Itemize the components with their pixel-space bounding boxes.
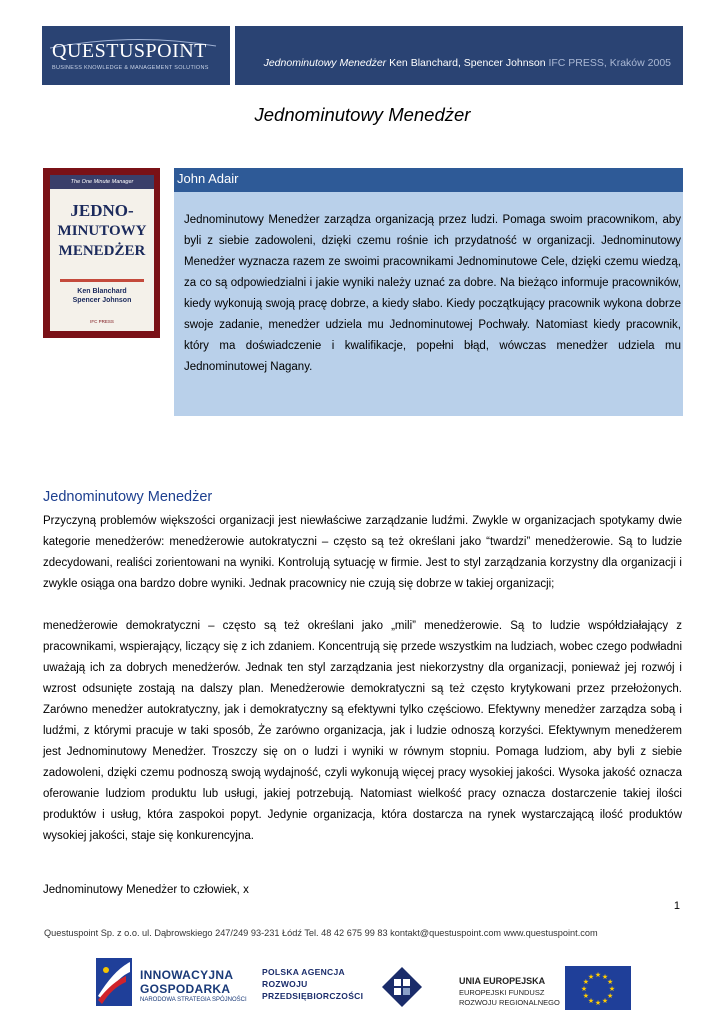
footer-contact: Questuspoint Sp. z o.o. ul. Dąbrowskiego 247/249 93-231 Łódź Tel. 48 42 675 99 83 kontakt@questuspoint.com www.questuspoint.com — [44, 928, 598, 938]
parp-logo — [262, 965, 427, 1009]
info-box-heading: John Adair — [177, 171, 239, 186]
cover-authors — [50, 287, 154, 305]
paragraph-2: menedżerowie demokratyczni – często są też określani jako „mili” menedżerowie. Są to ludzie współdziałający z pracownikami, wspierający, liczący się z ich zdaniem. Koncentrują się przede wszystkim na ludziach, wobec czego podwładni uważają ich za dobrych menedżerów. Jednak ten styl zarządzania jest niekorzystny dla organizacji, ponieważ jej rozwój i wzrost odsunięte zostają na dalszy plan. Menedżerowie demokratyczni są też często krytykowani przez przełożonych. Zarówno menedżer autokratyczny, jak i demokratyczny są efektywni tylko częściowo. Efektywny menedżer zarządza sobą i ludźmi, z którymi pracuje w taki sposób, Że zarówno organizacja, jak i ludzie odnoszą korzyści. Efektywnym menedżerem jest Jednominutowy Menedżer. Troszczy się on o ludzi i wyniki w równym stopniu. Pomaga ludziom, aby byli z siebie zadowoleni, dzięki czemu podnoszą swoją wydajność, czyli wykonują więcej pracy wysokiej jakości. Wysoka jakość oznacza oferowanie ludziom produktu lub usługi, jakiej potrzebują. Natomiast wielkość pracy oznacza dostarczenie takiej ilości produktów i usług, która zaspokoi popyt. Jedynie organizacja, która dostarcza na rynek wystarczającą ilość produktów wysokiej jakości, staje się konkurencyjna. — [43, 620, 682, 842]
parp-diamond-icon — [380, 965, 424, 1009]
innov-line3: NARODOWA STRATEGIA SPÓJNOŚCI — [140, 997, 247, 1003]
innov-line2: GOSPODARKA — [140, 982, 231, 996]
innovation-flag-icon — [92, 956, 136, 1008]
eu-logo — [455, 964, 635, 1010]
paragraph-3: Jednominutowy Menedżer to człowiek, x — [43, 884, 249, 896]
eu-star: ★ — [587, 973, 595, 981]
ue-line3: ROZWOJU REGIONALNEGO — [459, 998, 560, 1007]
eu-star: ★ — [594, 972, 602, 979]
cover-author-2: Spencer Johnson — [72, 297, 132, 304]
eu-star: ★ — [594, 1000, 602, 1007]
cover-series: The One Minute Manager — [50, 175, 154, 189]
book-cover-image — [43, 168, 160, 338]
innov-line1: INNOWACYJNA — [140, 968, 234, 982]
header-book-publisher: IFC PRESS, Kraków 2005 — [545, 57, 671, 69]
eu-stars-icon — [565, 966, 631, 1010]
eu-star: ★ — [587, 998, 595, 1006]
info-box-header — [174, 168, 683, 192]
eu-star: ★ — [608, 986, 616, 993]
innowacyjna-gospodarka-logo — [92, 956, 252, 1008]
parp-line2: ROZWOJU — [262, 979, 308, 989]
cover-title-line3: MENEDŻER — [58, 243, 146, 259]
page-number: 1 — [673, 900, 680, 912]
paragraph-1: Przyczyną problemów większości organizacji jest niewłaściwe zarządzanie ludźmi. Zwykle w organizacjach spotykamy dwie kategorie menedżerów: menedżerowie autokratyczni – często są też określani jako “twardzi” menedżerowie. Są to ludzie zdecydowani, realiści zorientowani na wyniki. Kontrolują sytuację w firmie. Jest to styl zarządzania korzystny dla organizacji i zwykle osiąga ona bardzo dobre wyniki. Jednak pracownicy nie czują się dobrze w takiej organizacji; — [43, 515, 682, 590]
info-box-text: Jednominutowy Menedżer zarządza organizacją przez ludzi. Pomaga swoim pracownikom, aby byli z siebie zadowoleni, dzięki czemu rośnie ich przydatność w organizacji. Jednominutowy Menedżer wyznacza razem ze swoimi pracownikami Jednominutowe Cele, dzięki czemu wiedzą, za co są odpowiedzialni i jakie wyniki należy uznać za dobre. Na bieżąco informuje pracowników, kiedy wykonują swoją pracę dobrze, a kiedy słabo. Kiedy początkujący pracownik wykona dobrze swoje zadanie, menedżer udziela mu Jednominutowej Pochwały. Natomiast kiedy pracownik, który ma doświadczenie i kwalifikacje, popełni błąd, wówczas menedżer udziela mu Jednominutowej Nagany. — [184, 214, 681, 373]
parp-line1: POLSKA AGENCJA — [262, 967, 345, 977]
ue-line2: EUROPEJSKI FUNDUSZ — [459, 988, 545, 997]
eu-star: ★ — [606, 993, 614, 1000]
page-title: Jednominutowy Menedżer — [254, 104, 471, 125]
cover-title-line1: JEDNO- — [70, 201, 134, 220]
cover-author-1: Ken Blanchard — [77, 288, 127, 295]
cover-divider — [60, 279, 144, 282]
eu-star: ★ — [582, 979, 590, 986]
header-banner — [235, 26, 683, 85]
company-logo — [42, 26, 230, 85]
eu-star: ★ — [582, 993, 590, 1000]
header-caption — [264, 57, 671, 69]
eu-star: ★ — [606, 979, 614, 986]
section-title: Jednominutowy Menedżer — [43, 489, 213, 505]
logo-tagline: BUSINESS KNOWLEDGE & MANAGEMENT SOLUTIONS — [52, 65, 209, 71]
cover-publisher: IFC PRESS — [90, 319, 114, 324]
eu-flag-icon — [565, 966, 631, 1010]
eu-star: ★ — [580, 986, 588, 993]
parp-line3: PRZEDSIĘBIORCZOŚCI — [262, 991, 364, 1001]
logo-name: QUESTUSPOINT — [52, 40, 207, 62]
ue-line1: UNIA EUROPEJSKA — [459, 976, 546, 986]
header-book-title: Jednominutowy Menedżer — [263, 57, 387, 69]
eu-star: ★ — [601, 973, 609, 981]
eu-star: ★ — [601, 998, 609, 1006]
header-book-authors: Ken Blanchard, Spencer Johnson — [386, 57, 546, 69]
cover-title-line2: MINUTOWY — [57, 223, 147, 239]
info-box-body — [174, 192, 683, 416]
